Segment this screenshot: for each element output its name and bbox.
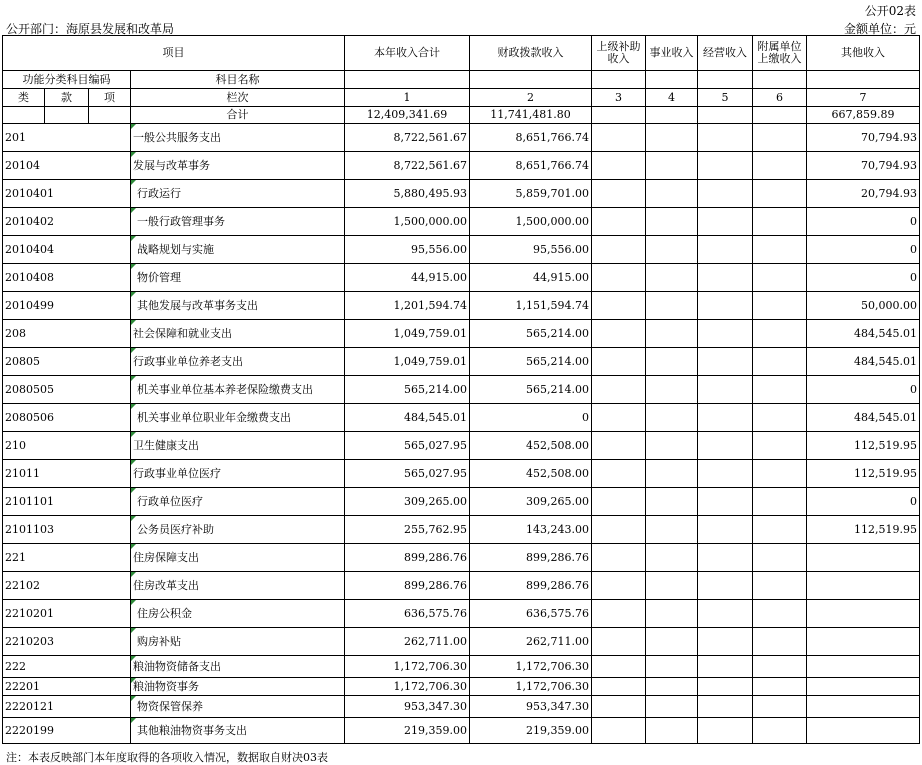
row-fiscal-income: 452,508.00: [470, 432, 592, 460]
row-total-income: 484,545.01: [345, 404, 470, 432]
row-total-income: 1,049,759.01: [345, 320, 470, 348]
row-fiscal-income: 565,214.00: [470, 320, 592, 348]
empty-cell: [592, 718, 646, 744]
col-num: 3: [592, 89, 646, 107]
total-fiscal: 11,741,481.80: [470, 107, 592, 124]
empty-cell: [646, 516, 698, 544]
table-row: [3, 124, 920, 152]
row-fiscal-income: 1,151,594.74: [470, 292, 592, 320]
table-row: [3, 180, 920, 208]
empty-cell: [592, 152, 646, 180]
empty-cell: [753, 404, 807, 432]
row-subject-name: 物价管理: [131, 264, 345, 292]
empty-cell: [592, 404, 646, 432]
table-row: [3, 236, 920, 264]
row-total-income: 95,556.00: [345, 236, 470, 264]
empty-cell: [646, 544, 698, 572]
empty-cell: [753, 152, 807, 180]
empty-cell: [698, 124, 753, 152]
row-total-income: 5,880,495.93: [345, 180, 470, 208]
department-line: [0, 18, 922, 35]
empty-cell: [698, 572, 753, 600]
table-row: [3, 488, 920, 516]
department-label: 公开部门：海原县发展和改革局: [6, 22, 175, 36]
header-lei: 类: [3, 89, 45, 107]
empty-cell: [646, 656, 698, 678]
empty-cell: [753, 376, 807, 404]
row-other-income: 0: [807, 264, 920, 292]
row-subject-name: 其他发展与改革事务支出: [131, 292, 345, 320]
row-code: 2101103: [3, 516, 131, 544]
row-other-income: 0: [807, 488, 920, 516]
header-row-columns: [3, 89, 920, 107]
row-code: 2210203: [3, 628, 131, 656]
row-subject-name: 行政运行: [131, 180, 345, 208]
empty-cell: [753, 208, 807, 236]
empty-cell: [753, 348, 807, 376]
header-upper-subsidy: 上级补助收入: [592, 36, 646, 71]
table-row: [3, 376, 920, 404]
table-row: [3, 718, 920, 744]
row-subject-name: 机关事业单位职业年金缴费支出: [131, 404, 345, 432]
empty-cell: [592, 376, 646, 404]
row-other-income: [807, 656, 920, 678]
row-code: 21011: [3, 460, 131, 488]
empty-cell: [592, 292, 646, 320]
row-code: 2010402: [3, 208, 131, 236]
empty-cell: [753, 180, 807, 208]
row-subject-name: 粮油物资事务: [131, 678, 345, 696]
row-other-income: 112,519.95: [807, 460, 920, 488]
empty-cell: [698, 600, 753, 628]
table-row: [3, 264, 920, 292]
row-code: 20104: [3, 152, 131, 180]
total-other: 667,859.89: [807, 107, 920, 124]
header-operating-income: 经营收入: [698, 36, 753, 71]
table-row: [3, 292, 920, 320]
row-other-income: 20,794.93: [807, 180, 920, 208]
empty-cell: [592, 544, 646, 572]
empty-cell: [698, 544, 753, 572]
row-subject-name: 购房补贴: [131, 628, 345, 656]
row-total-income: 565,027.95: [345, 460, 470, 488]
empty-cell: [753, 600, 807, 628]
col-num: 1: [345, 89, 470, 107]
row-code: 2101101: [3, 488, 131, 516]
row-code: 221: [3, 544, 131, 572]
empty-cell: [698, 180, 753, 208]
col-num: 5: [698, 89, 753, 107]
header-other-income: 其他收入: [807, 36, 920, 71]
row-total-income: 1,500,000.00: [345, 208, 470, 236]
row-code: 2010408: [3, 264, 131, 292]
col-num: 6: [753, 89, 807, 107]
row-total-income: 8,722,561.67: [345, 152, 470, 180]
row-fiscal-income: 44,915.00: [470, 264, 592, 292]
total-label: 合计: [131, 107, 345, 124]
row-total-income: 1,049,759.01: [345, 348, 470, 376]
header-subject-name: 科目名称: [131, 71, 345, 89]
empty-cell: [753, 696, 807, 718]
empty-cell: [698, 718, 753, 744]
empty-cell: [646, 572, 698, 600]
table-row: [3, 572, 920, 600]
empty-cell: [592, 656, 646, 678]
header-affiliated-income: 附属单位上缴收入: [753, 36, 807, 71]
col-num: 4: [646, 89, 698, 107]
empty-cell: [753, 124, 807, 152]
row-subject-name: 行政事业单位养老支出: [131, 348, 345, 376]
form-number-bar: [0, 0, 922, 18]
row-subject-name: 物资保管保养: [131, 696, 345, 718]
empty-cell: [646, 488, 698, 516]
empty-cell: [592, 460, 646, 488]
empty-cell: [592, 678, 646, 696]
row-other-income: 112,519.95: [807, 516, 920, 544]
empty-cell: [646, 696, 698, 718]
header-xiang: 项: [89, 89, 131, 107]
empty-cell: [698, 628, 753, 656]
row-total-income: 262,711.00: [345, 628, 470, 656]
table-row: [3, 544, 920, 572]
empty-cell: [646, 264, 698, 292]
empty-cell: [646, 208, 698, 236]
table-row: [3, 404, 920, 432]
table-row: [3, 656, 920, 678]
empty-cell: [646, 460, 698, 488]
empty-cell: [753, 628, 807, 656]
header-fiscal-income: 财政拨款收入: [470, 36, 592, 71]
row-code: 2010404: [3, 236, 131, 264]
empty-cell: [753, 320, 807, 348]
empty-cell: [592, 488, 646, 516]
empty-cell: [592, 348, 646, 376]
row-code: 22201: [3, 678, 131, 696]
empty-cell: [698, 404, 753, 432]
empty-cell: [592, 320, 646, 348]
row-other-income: 0: [807, 208, 920, 236]
row-total-income: 255,762.95: [345, 516, 470, 544]
empty-cell: [753, 236, 807, 264]
empty-cell: [753, 488, 807, 516]
row-other-income: 112,519.95: [807, 432, 920, 460]
row-subject-name: 发展与改革事务: [131, 152, 345, 180]
empty-cell: [753, 572, 807, 600]
table-row: [3, 516, 920, 544]
row-fiscal-income: 5,859,701.00: [470, 180, 592, 208]
empty-cell: [646, 678, 698, 696]
row-other-income: [807, 678, 920, 696]
empty-cell: [698, 376, 753, 404]
row-other-income: [807, 718, 920, 744]
empty-cell: [592, 572, 646, 600]
row-other-income: 70,794.93: [807, 124, 920, 152]
empty-cell: [592, 432, 646, 460]
table-row: [3, 600, 920, 628]
row-code: 222: [3, 656, 131, 678]
empty-cell: [592, 600, 646, 628]
total-amount: 12,409,341.69: [345, 107, 470, 124]
empty-cell: [698, 678, 753, 696]
empty-cell: [592, 696, 646, 718]
empty-cell: [698, 264, 753, 292]
table-row: [3, 628, 920, 656]
empty-cell: [646, 348, 698, 376]
row-fiscal-income: 1,500,000.00: [470, 208, 592, 236]
empty-cell: [753, 544, 807, 572]
row-other-income: [807, 600, 920, 628]
row-total-income: 219,359.00: [345, 718, 470, 744]
empty-cell: [753, 264, 807, 292]
row-fiscal-income: 262,711.00: [470, 628, 592, 656]
row-fiscal-income: 899,286.76: [470, 572, 592, 600]
table-row: [3, 320, 920, 348]
empty-cell: [698, 696, 753, 718]
empty-cell: [698, 516, 753, 544]
table-row: [3, 696, 920, 718]
row-fiscal-income: 899,286.76: [470, 544, 592, 572]
row-code: 2220121: [3, 696, 131, 718]
empty-cell: [592, 180, 646, 208]
amount-unit-label: 金额单位：元: [843, 22, 916, 36]
row-total-income: 565,027.95: [345, 432, 470, 460]
total-row: [3, 107, 920, 124]
row-fiscal-income: 1,172,706.30: [470, 656, 592, 678]
row-fiscal-income: 565,214.00: [470, 348, 592, 376]
row-subject-name: 行政事业单位医疗: [131, 460, 345, 488]
income-table: [2, 35, 920, 744]
row-total-income: 565,214.00: [345, 376, 470, 404]
empty-cell: [698, 656, 753, 678]
empty-cell: [753, 678, 807, 696]
row-fiscal-income: 565,214.00: [470, 376, 592, 404]
col-num: 7: [807, 89, 920, 107]
header-row-codes: [3, 71, 920, 89]
col-num: 2: [470, 89, 592, 107]
row-code: 2220199: [3, 718, 131, 744]
empty-cell: [698, 348, 753, 376]
empty-cell: [592, 628, 646, 656]
row-fiscal-income: 8,651,766.74: [470, 124, 592, 152]
form-number: 公开02表: [864, 4, 916, 18]
row-code: 210: [3, 432, 131, 460]
empty-cell: [646, 292, 698, 320]
row-fiscal-income: 636,575.76: [470, 600, 592, 628]
row-total-income: 309,265.00: [345, 488, 470, 516]
row-fiscal-income: 143,243.00: [470, 516, 592, 544]
empty-cell: [646, 320, 698, 348]
row-total-income: 1,172,706.30: [345, 656, 470, 678]
header-lanci: 栏次: [131, 89, 345, 107]
row-fiscal-income: 452,508.00: [470, 460, 592, 488]
row-subject-name: 一般公共服务支出: [131, 124, 345, 152]
table-row: [3, 678, 920, 696]
row-other-income: [807, 628, 920, 656]
empty-cell: [646, 718, 698, 744]
row-total-income: 1,172,706.30: [345, 678, 470, 696]
row-other-income: 50,000.00: [807, 292, 920, 320]
empty-cell: [753, 656, 807, 678]
header-row-main: [3, 36, 920, 71]
row-fiscal-income: 1,172,706.30: [470, 678, 592, 696]
row-subject-name: 住房改革支出: [131, 572, 345, 600]
row-subject-name: 其他粮油物资事务支出: [131, 718, 345, 744]
empty-cell: [698, 152, 753, 180]
header-func-code: 功能分类科目编码: [3, 71, 131, 89]
empty-cell: [592, 124, 646, 152]
row-total-income: 1,201,594.74: [345, 292, 470, 320]
row-other-income: 70,794.93: [807, 152, 920, 180]
table-row: [3, 208, 920, 236]
empty-cell: [646, 376, 698, 404]
row-subject-name: 战略规划与实施: [131, 236, 345, 264]
empty-cell: [592, 208, 646, 236]
empty-cell: [646, 236, 698, 264]
row-code: 22102: [3, 572, 131, 600]
header-total-income: 本年收入合计: [345, 36, 470, 71]
row-subject-name: 一般行政管理事务: [131, 208, 345, 236]
table-row: [3, 348, 920, 376]
row-other-income: 484,545.01: [807, 320, 920, 348]
empty-cell: [592, 516, 646, 544]
row-fiscal-income: 219,359.00: [470, 718, 592, 744]
row-total-income: 8,722,561.67: [345, 124, 470, 152]
row-other-income: 484,545.01: [807, 404, 920, 432]
row-fiscal-income: 309,265.00: [470, 488, 592, 516]
row-fiscal-income: 0: [470, 404, 592, 432]
empty-cell: [646, 180, 698, 208]
row-fiscal-income: 953,347.30: [470, 696, 592, 718]
table-row: [3, 152, 920, 180]
row-total-income: 44,915.00: [345, 264, 470, 292]
table-row: [3, 460, 920, 488]
row-subject-name: 卫生健康支出: [131, 432, 345, 460]
empty-cell: [698, 432, 753, 460]
header-business-income: 事业收入: [646, 36, 698, 71]
row-other-income: 0: [807, 236, 920, 264]
header-kuan: 款: [45, 89, 89, 107]
row-total-income: 899,286.76: [345, 544, 470, 572]
row-code: 2010499: [3, 292, 131, 320]
footnote: 注：本表反映部门本年度取得的各项收入情况，数据取自财决03表: [6, 751, 328, 764]
empty-cell: [592, 236, 646, 264]
row-fiscal-income: 95,556.00: [470, 236, 592, 264]
empty-cell: [698, 320, 753, 348]
empty-cell: [592, 264, 646, 292]
empty-cell: [753, 516, 807, 544]
empty-cell: [646, 124, 698, 152]
table-row: [3, 432, 920, 460]
empty-cell: [698, 292, 753, 320]
empty-cell: [646, 432, 698, 460]
row-other-income: [807, 572, 920, 600]
empty-cell: [753, 460, 807, 488]
row-subject-name: 社会保障和就业支出: [131, 320, 345, 348]
row-code: 201: [3, 124, 131, 152]
row-total-income: 899,286.76: [345, 572, 470, 600]
row-code: 2080505: [3, 376, 131, 404]
empty-cell: [753, 718, 807, 744]
row-code: 208: [3, 320, 131, 348]
empty-cell: [646, 404, 698, 432]
row-total-income: 636,575.76: [345, 600, 470, 628]
row-total-income: 953,347.30: [345, 696, 470, 718]
row-subject-name: 公务员医疗补助: [131, 516, 345, 544]
row-code: 2080506: [3, 404, 131, 432]
row-code: 2210201: [3, 600, 131, 628]
row-subject-name: 住房保障支出: [131, 544, 345, 572]
row-other-income: 484,545.01: [807, 348, 920, 376]
empty-cell: [646, 152, 698, 180]
empty-cell: [646, 628, 698, 656]
empty-cell: [698, 208, 753, 236]
empty-cell: [646, 600, 698, 628]
row-subject-name: 粮油物资储备支出: [131, 656, 345, 678]
row-other-income: 0: [807, 376, 920, 404]
row-subject-name: 住房公积金: [131, 600, 345, 628]
row-other-income: [807, 696, 920, 718]
empty-cell: [753, 292, 807, 320]
row-code: 2010401: [3, 180, 131, 208]
empty-cell: [698, 236, 753, 264]
row-subject-name: 行政单位医疗: [131, 488, 345, 516]
empty-cell: [698, 488, 753, 516]
row-other-income: [807, 544, 920, 572]
row-fiscal-income: 8,651,766.74: [470, 152, 592, 180]
empty-cell: [753, 432, 807, 460]
row-code: 20805: [3, 348, 131, 376]
empty-cell: [698, 460, 753, 488]
header-item: 项目: [3, 36, 345, 71]
row-subject-name: 机关事业单位基本养老保险缴费支出: [131, 376, 345, 404]
